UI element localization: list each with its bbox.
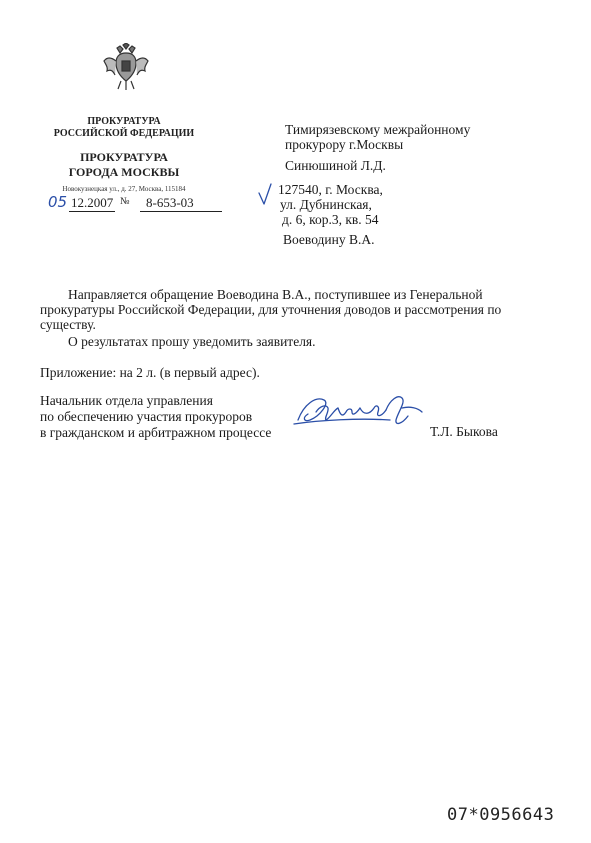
addressee-office-line-1: Тимирязевскому межрайонному [285,122,471,137]
postal-address-line-3: д. 6, кор.3, кв. 54 [282,212,379,227]
addressee-office [285,122,470,152]
postal-address [278,182,383,227]
recipient-name: Воеводину В.А. [283,232,375,247]
outgoing-number: 8-653-03 [140,195,222,212]
postal-address-line-1: 127540, г. Москва, [278,182,383,197]
signatory-title-line-3: в гражданском и арбитражном процессе [40,425,272,440]
office-address: Новокузнецкая ул., д. 27, Москва, 115184 [62,185,186,193]
handwritten-check-mark-icon [258,183,272,205]
prosecutor-general-office-heading [40,116,208,140]
signatory-title [40,393,271,441]
attachment-note: Приложение: на 2 л. (в первый адрес). [40,365,260,380]
signatory-title-line-1: Начальник отдела управления [40,393,213,408]
body-paragraph-2: О результатах прошу уведомить заявителя. [68,334,316,349]
handwritten-signature [290,390,440,432]
addressee-person: Синюшиной Л.Д. [285,158,386,173]
handwritten-date-day: 05 [48,193,68,211]
office-line-2: ГОРОДА МОСКВЫ [68,165,180,179]
postal-address-line-2: ул. Дубнинская, [280,197,372,212]
body-paragraph-1: Направляется обращение Воеводина В.А., поступившее из Генеральной прокуратуры Российской Федерации, для уточнения доводов и рассмотрения по существу. [40,287,502,332]
office-line-1: ПРОКУРАТУРА [80,150,168,164]
addressee-office-line-2: прокурору г.Москвы [285,137,404,152]
date-and-number-line [48,195,248,215]
signatory-title-line-2: по обеспечению участия прокуроров [40,409,253,424]
printed-date: 12.2007 [71,195,114,210]
moscow-prosecutor-office-heading [40,150,208,180]
double-headed-eagle-emblem-icon [103,43,149,91]
signatory-name: Т.Л. Быкова [430,424,498,439]
agency-line-2: РОССИЙСКОЙ ФЕДЕРАЦИИ [53,128,195,139]
agency-line-1: ПРОКУРАТУРА [87,116,161,127]
document-registration-number: 07*0956643 [447,805,555,825]
number-label: № [120,196,130,207]
